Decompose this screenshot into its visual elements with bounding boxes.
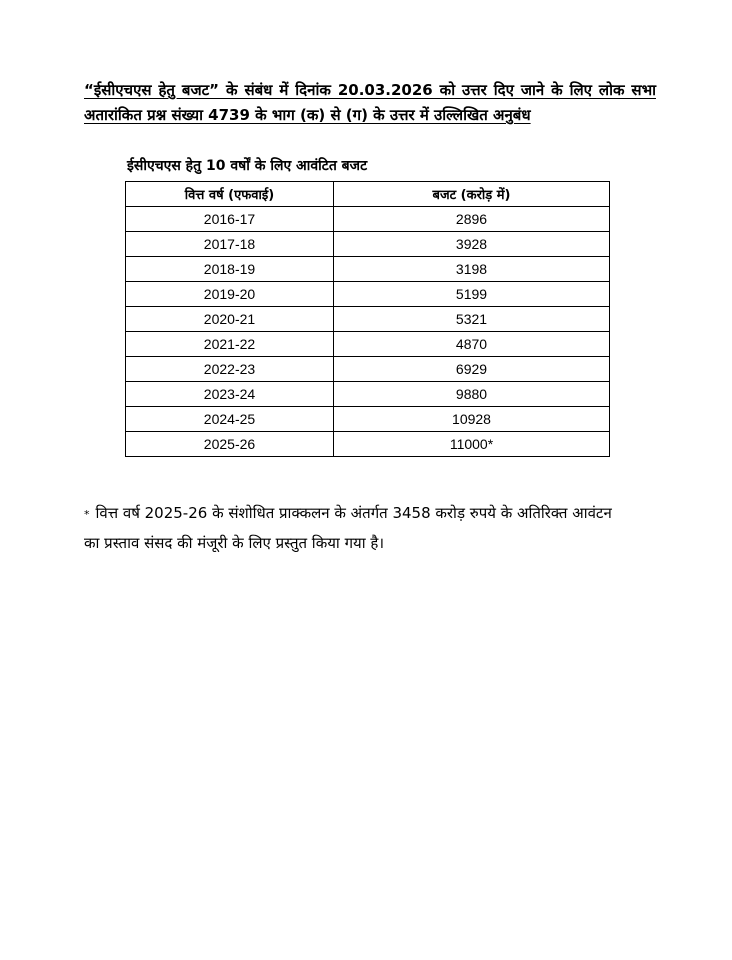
budget-cell: 6929 [334, 357, 610, 382]
budget-cell: 9880 [334, 382, 610, 407]
table-title: ईसीएचएस हेतु 10 वर्षों के लिए आवंटित बजट [127, 158, 368, 174]
footnote-marker: * [84, 508, 90, 521]
budget-table [125, 181, 610, 457]
table-row [126, 357, 610, 382]
budget-cell: 11000* [334, 432, 610, 457]
budget-cell: 5199 [334, 282, 610, 307]
document-heading: “ईसीएचएस हेतु बजट” के संबंध में दिनांक 20.03.2026 को उत्तर दिए जाने के लिए लोक सभा अतारांकित प्रश्न संख्या 4739 के भाग (क) से (ग) के उत्तर में उल्लिखित अनुबंध [84, 81, 656, 124]
fiscal-year-cell: 2021-22 [126, 332, 334, 357]
fiscal-year-cell: 2018-19 [126, 257, 334, 282]
fiscal-year-cell: 2024-25 [126, 407, 334, 432]
table-row [126, 432, 610, 457]
budget-cell: 5321 [334, 307, 610, 332]
fiscal-year-cell: 2023-24 [126, 382, 334, 407]
column-header-budget: बजट (करोड़ में) [334, 182, 610, 207]
budget-cell: 4870 [334, 332, 610, 357]
table-row [126, 382, 610, 407]
table-row [126, 282, 610, 307]
table-row [126, 407, 610, 432]
table-row [126, 307, 610, 332]
table-row [126, 332, 610, 357]
table-header-row [126, 182, 610, 207]
table-row [126, 232, 610, 257]
table-row [126, 257, 610, 282]
budget-cell: 10928 [334, 407, 610, 432]
budget-cell: 2896 [334, 207, 610, 232]
footnote [84, 499, 624, 557]
column-header-fiscal-year: वित्त वर्ष (एफवाई) [126, 182, 334, 207]
fiscal-year-cell: 2016-17 [126, 207, 334, 232]
fiscal-year-cell: 2025-26 [126, 432, 334, 457]
fiscal-year-cell: 2020-21 [126, 307, 334, 332]
budget-cell: 3928 [334, 232, 610, 257]
fiscal-year-cell: 2017-18 [126, 232, 334, 257]
footnote-text: वित्त वर्ष 2025-26 के संशोधित प्राक्कलन के अंतर्गत 3458 करोड़ रुपये के अतिरिक्त आवंटन का प्रस्ताव संसद की मंजूरी के लिए प्रस्तुत किया गया है। [84, 504, 612, 552]
table-row [126, 207, 610, 232]
fiscal-year-cell: 2022-23 [126, 357, 334, 382]
fiscal-year-cell: 2019-20 [126, 282, 334, 307]
budget-cell: 3198 [334, 257, 610, 282]
